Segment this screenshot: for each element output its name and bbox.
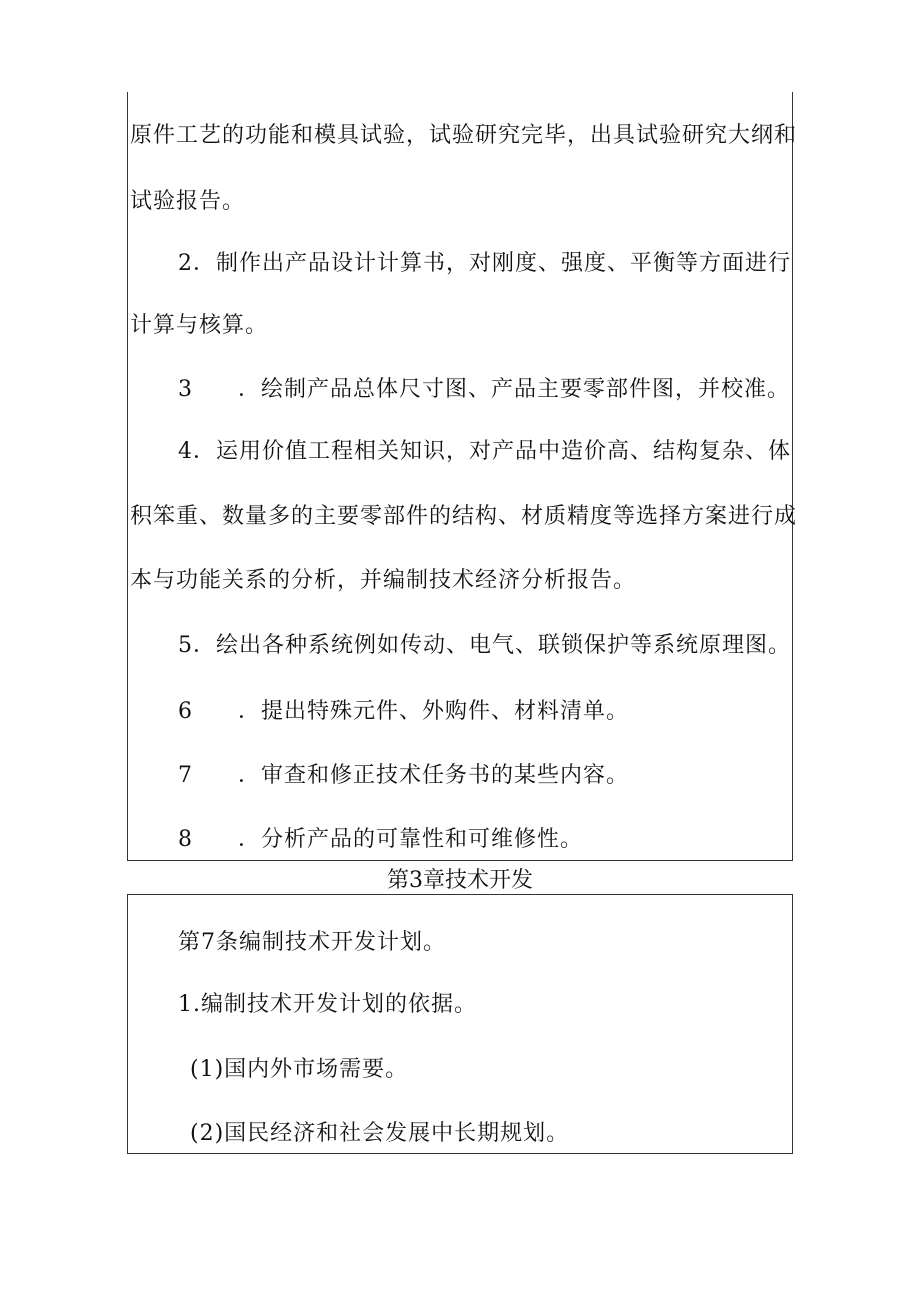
- text-line: 原件工艺的功能和模具试验，试验研究完毕，出具试验研究大纲和: [130, 123, 798, 148]
- list-item-6: [178, 697, 629, 727]
- list-item-3: [178, 375, 790, 405]
- text-line: 计算与核算。: [130, 313, 269, 338]
- sub-item-1: (1)国内外市场需要。: [190, 1057, 409, 1082]
- list-item-1: 1.编制技术开发计划的依据。: [178, 992, 477, 1017]
- list-item-5: 5．绘出各种系统例如传动、电气、联锁保护等系统原理图。: [178, 633, 791, 658]
- list-item-7: [178, 761, 629, 791]
- article-title: 第7条编制技术开发计划。: [178, 930, 446, 955]
- sub-item-2: (2)国民经济和社会发展中长期规划。: [190, 1121, 570, 1146]
- list-item-4: 4．运用价值工程相关知识，对产品中造价高、结构复杂、体: [178, 439, 791, 464]
- item-number: 8: [178, 827, 193, 852]
- text-line: 试验报告。: [130, 189, 246, 214]
- list-item-2: 2．制作出产品设计计算书，对刚度、强度、平衡等方面进行: [178, 251, 791, 276]
- item-text: ．提出特殊元件、外购件、材料清单。: [238, 699, 630, 724]
- item-number: 3: [178, 377, 193, 402]
- item-number: 6: [178, 699, 193, 724]
- item-text: ．审查和修正技术任务书的某些内容。: [238, 763, 630, 788]
- list-item-8: [178, 825, 583, 855]
- item-number: 7: [178, 763, 193, 788]
- chapter-heading: 第3章技术开发: [387, 868, 533, 893]
- text-line: 积笨重、数量多的主要零部件的结构、材质精度等选择方案进行成: [130, 504, 798, 529]
- item-text: ．绘制产品总体尺寸图、产品主要零部件图，并校准。: [238, 377, 791, 402]
- item-text: ．分析产品的可靠性和可维修性。: [238, 827, 584, 852]
- text-line: 本与功能关系的分析，并编制技术经济分析报告。: [130, 568, 637, 593]
